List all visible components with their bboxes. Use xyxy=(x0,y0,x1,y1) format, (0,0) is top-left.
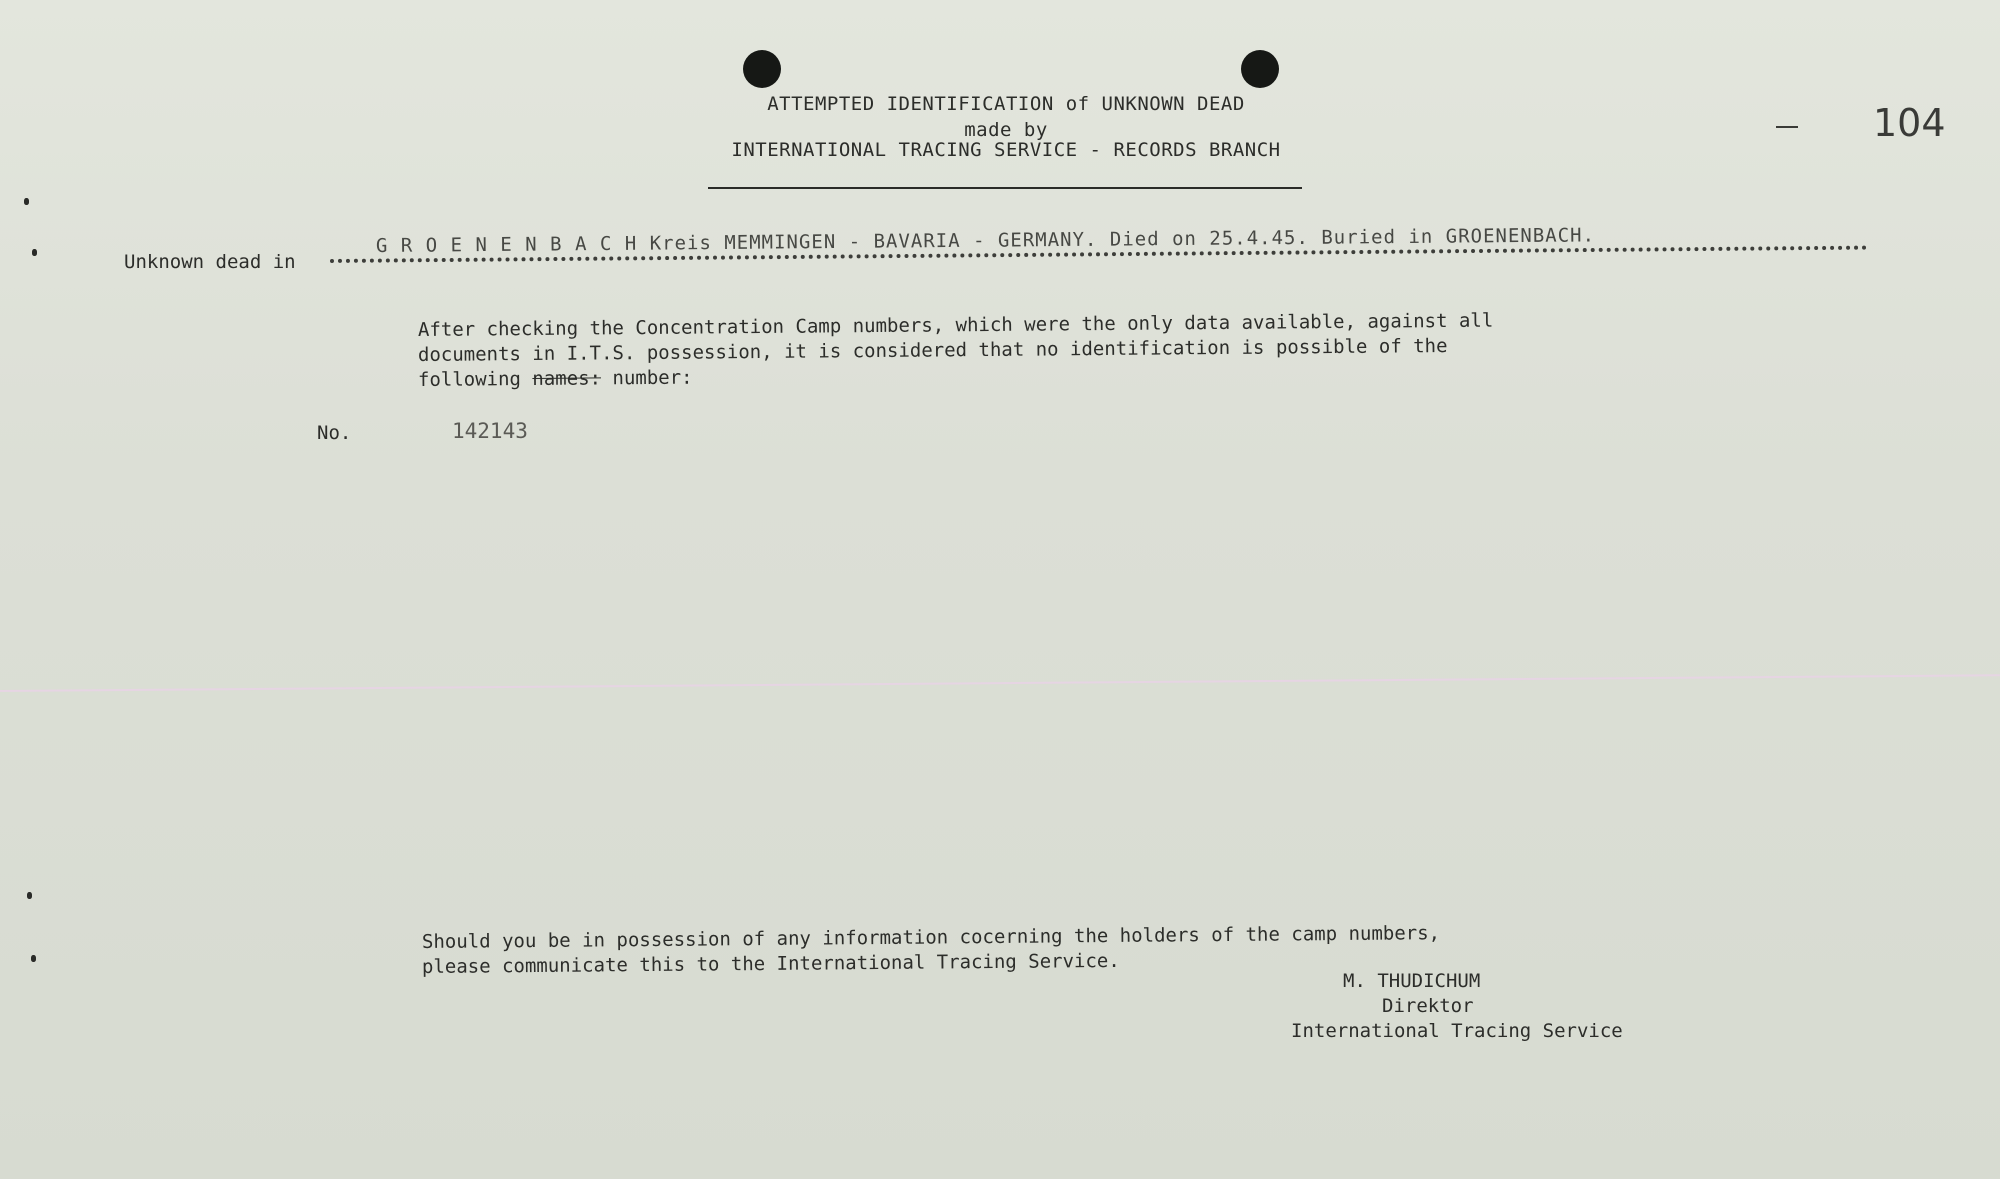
signature-title: Direktor xyxy=(1382,995,1474,1017)
speck-4 xyxy=(31,955,36,962)
signature-org: International Tracing Service xyxy=(1291,1020,1623,1042)
unknown-dead-value: G R O E N E N B A C H Kreis MEMMINGEN - BAVARIA - GERMANY. Died on 25.4.45. Buried in GROENENBACH. xyxy=(375,224,1596,257)
struck-word: names: xyxy=(532,367,602,391)
speck-2 xyxy=(32,249,37,256)
unknown-dead-label: Unknown dead in xyxy=(124,251,296,273)
body-line-2: documents in I.T.S. possession, it is considered that no identification is possible of the xyxy=(417,335,1448,366)
camp-number: 142143 xyxy=(452,419,528,443)
header-rule xyxy=(708,187,1302,189)
punch-hole-right xyxy=(1241,50,1279,88)
body-line-3 xyxy=(418,366,693,393)
body-line-3-start: following xyxy=(417,368,533,391)
paper-crease xyxy=(0,674,2000,692)
header-org: INTERNATIONAL TRACING SERVICE - RECORDS BRANCH xyxy=(731,139,1281,161)
sheet-dash xyxy=(1776,126,1798,128)
footer-line-1: Should you be in possession of any information cocerning the holders of the camp numbers, xyxy=(421,922,1441,953)
punch-hole-left xyxy=(743,50,781,88)
footer-line-2: please communicate this to the International Tracing Service. xyxy=(421,949,1120,978)
speck-1 xyxy=(24,198,29,205)
sheet-number: 104 xyxy=(1873,101,1946,145)
header-title: ATTEMPTED IDENTIFICATION of UNKNOWN DEAD xyxy=(767,93,1245,115)
header-made-by: made by xyxy=(964,119,1048,141)
speck-3 xyxy=(27,892,32,899)
number-label: No. xyxy=(317,422,352,444)
body-line-1: After checking the Concentration Camp numbers, which were the only data available, against all xyxy=(417,309,1494,341)
body-line-3-end: number: xyxy=(600,366,693,390)
signature-name: M. THUDICHUM xyxy=(1343,970,1481,992)
